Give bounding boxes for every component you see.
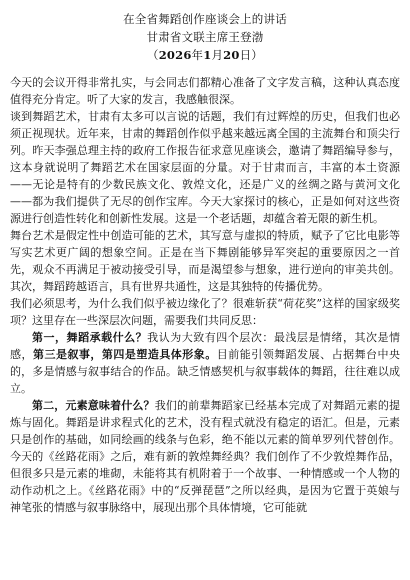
paragraph-stage-art: 舞台艺术是假定性中创造可能的艺术，其写意与虚拟的特质，赋予了它比电影等写实艺术更广阔的想象空间。正是在当下舞剧能够异军突起的重要原因之一首先，观众不再满足于被动接受引导，而是渴望参与想象，进行逆向的审美共创。其次，舞蹈跨越语言，具有世界共通性，这是其独特的传播优势。 xyxy=(10,229,400,293)
document-header xyxy=(10,10,400,64)
document-subtitle: 甘肃省文联主席王登渤 xyxy=(146,30,264,44)
date-year-suffix: 年 xyxy=(191,48,204,62)
paragraph-opening: 今天的会议开得非常扎实，与会同志们都精心准备了文字发言稿，这种认真态度值得充分肯定。听了大家的发言，我感触很深。 xyxy=(10,76,400,106)
point-one-heading: 第一，舞蹈承载什么？ xyxy=(32,331,148,344)
document-date xyxy=(10,46,400,64)
date-prefix: （ xyxy=(147,48,159,62)
date-month-suffix: 月 xyxy=(211,48,224,62)
point-two-text: 我们的前辈舞蹈家已经基本完成了对舞蹈元素的提炼与固化。舞蹈是讲求程式化的艺术，没有程式就没有稳定的语汇。但是，元素只是创作的基础，如同绘画的线条与色彩，绝不能以元素的简单罗列代替创作。今天的《丝路花雨》之后，难有新的敦煌舞经典？我们创作了不少敦煌舞作品，但很多只是元素的堆砌，未能将其有机附着于一个故事、一种情感或一个人物的动作动机之上。《丝路花雨》中的“反弹琵琶”之所以经典，是因为它置于英娘与神笔张的情感与叙事脉络中，展现出那个具体情境，它可能就 xyxy=(10,399,400,514)
document-title: 在全省舞蹈创作座谈会上的讲话 xyxy=(123,12,287,26)
date-day: 20 xyxy=(223,48,240,62)
point-one-text: 我认为大致有四个层次：最浅层是情绪，其次是情感， xyxy=(10,331,401,361)
date-year: 2026 xyxy=(158,48,192,62)
date-day-suffix: 日） xyxy=(239,48,263,62)
paragraph-dance-art: 谈到舞蹈艺术，甘肃有太多可以言说的话题，我们有过辉煌的历史，但我们也必须正视现状。近年来，甘肃的舞蹈创作似乎越来越远离全国的主流舞台和顶尖行列。昨天李强总理主持的政府工作报告征求意见座谈会，邀请了舞蹈编导参与，这本身就说明了舞蹈艺术在国家层面的分量。对于甘肃而言，丰富的本土资源——无论是特有的少数民族文化、敦煌文化，还是广义的丝绸之路与黄河文化——都为我们提供了无尽的创作宝库。今天大家探讨的核心，正是如何对这些资源进行创造性转化和创新性发展。这是一个老话题，却蕴含着无限的新生机。 xyxy=(10,110,400,225)
paragraph-point-two xyxy=(10,397,400,516)
point-two-heading: 第二，元素意味着什么？ xyxy=(32,399,155,412)
paragraph-reflection: 我们必须思考，为什么我们似乎被边缘化了？很难斩获“荷花奖”这样的国家级奖项？这里存在一些深层次问题，需要我们共同反思： xyxy=(10,297,400,327)
point-one-emphasis: 第三是叙事，第四是塑造具体形象。 xyxy=(32,348,217,361)
paragraph-point-one xyxy=(10,329,400,397)
point-one-conclusion: 目前能引领舞蹈发展、占据舞台中央的，多是情感与叙事结合的作品。缺乏情感契机与叙事载体的舞蹈，往往难以成立。 xyxy=(10,348,401,395)
date-month: 1 xyxy=(203,48,212,62)
